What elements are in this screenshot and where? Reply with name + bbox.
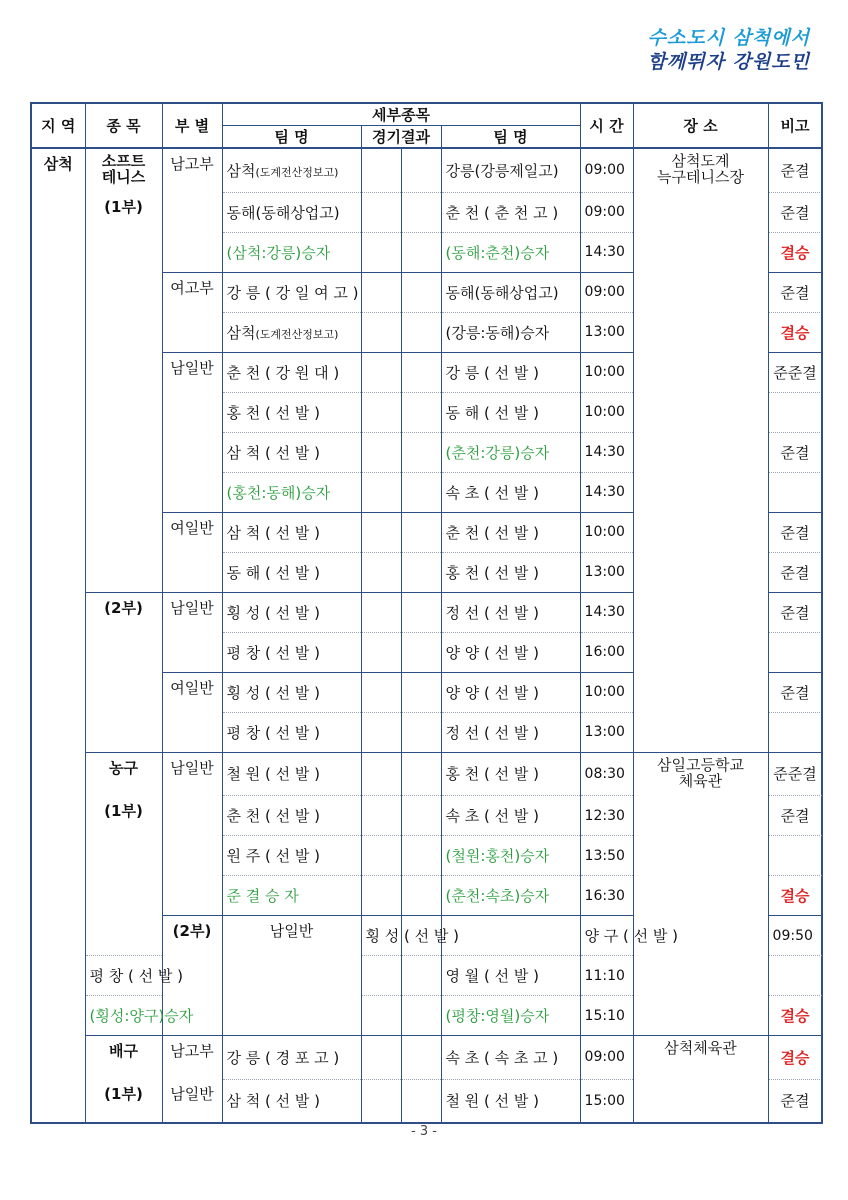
venue-cell xyxy=(633,1036,768,1124)
sport-label: (2부) xyxy=(104,598,143,617)
team-b-cell: 양 구 ( 선 발 ) xyxy=(580,916,633,956)
note-cell: 준결 xyxy=(768,192,822,232)
sport-label: 농구 xyxy=(109,758,138,777)
team-a-name: 평 창 ( 선 발 ) xyxy=(226,643,321,662)
result-cell-1 xyxy=(361,752,401,796)
team-a-school: (도계전산정보고) xyxy=(255,165,339,179)
sport-label: (1부) xyxy=(104,1085,143,1103)
header-region: 지 역 xyxy=(31,103,85,148)
note-cell: 준결 xyxy=(768,432,822,472)
time-cell: 13:00 xyxy=(580,552,633,592)
result-cell-2 xyxy=(441,916,580,956)
sport-cell xyxy=(85,1036,162,1080)
team-b-cell: 춘 천 ( 선 발 ) xyxy=(441,512,580,552)
team-a-cell xyxy=(222,352,361,392)
slogan-line-2: 함께뛰자 강원도민 xyxy=(647,51,810,73)
team-a-cell xyxy=(85,956,184,996)
team-b-cell: (강릉:동해)승자 xyxy=(441,312,580,352)
team-a-name: (횡성:양구)승자 xyxy=(89,1007,194,1025)
header-venue: 장 소 xyxy=(633,103,768,148)
header-team-b: 팀 명 xyxy=(441,126,580,149)
team-b-cell: 홍 천 ( 선 발 ) xyxy=(441,752,580,796)
team-a-cell xyxy=(222,432,361,472)
note-cell: 준결 xyxy=(768,148,822,192)
note-cell xyxy=(768,392,822,432)
team-a-cell xyxy=(222,312,361,352)
team-b-cell: (평창:영월)승자 xyxy=(441,996,580,1036)
team-a-cell xyxy=(222,272,361,312)
result-cell-1 xyxy=(361,192,401,232)
team-a-cell xyxy=(222,148,361,192)
time-cell: 08:30 xyxy=(580,752,633,796)
result-cell-1 xyxy=(361,1036,401,1080)
venue-cell xyxy=(633,752,768,1036)
result-cell-1 xyxy=(361,996,401,1036)
table-row xyxy=(31,1036,822,1080)
team-a-cell xyxy=(222,1079,361,1123)
team-b-cell: 속 초 ( 속 초 고 ) xyxy=(441,1036,580,1080)
result-cell-1 xyxy=(361,796,401,836)
team-a-name: 강 릉 ( 경 포 고 ) xyxy=(226,1048,340,1067)
sport-cell xyxy=(85,592,162,752)
note-cell: 결승 xyxy=(768,876,822,916)
table-row xyxy=(31,752,822,796)
division-cell: 남일반 xyxy=(162,752,222,916)
sport-label: (1부) xyxy=(104,801,143,820)
result-cell-2 xyxy=(401,352,441,392)
result-cell-2 xyxy=(401,232,441,272)
division-cell: 남일반 xyxy=(222,916,361,1036)
time-cell: 13:50 xyxy=(580,836,633,876)
venue-line: 체육관 xyxy=(678,771,723,790)
result-cell-2 xyxy=(401,836,441,876)
team-a-cell xyxy=(222,876,361,916)
table-row xyxy=(31,148,822,192)
time-cell: 15:00 xyxy=(580,1079,633,1123)
result-cell-2 xyxy=(401,432,441,472)
result-cell-1 xyxy=(361,672,401,712)
team-a-name: 철 원 ( 선 발 ) xyxy=(226,765,321,784)
result-cell-1 xyxy=(361,352,401,392)
time-cell: 11:10 xyxy=(580,956,633,996)
team-a-name: 평 창 ( 선 발 ) xyxy=(226,723,321,742)
team-b-cell: 강 릉 ( 선 발 ) xyxy=(441,352,580,392)
time-cell: 09:00 xyxy=(580,192,633,232)
note-cell xyxy=(768,836,822,876)
region-cell: 삼척 xyxy=(31,148,85,1123)
result-cell-2 xyxy=(401,956,441,996)
time-cell: 13:00 xyxy=(580,312,633,352)
team-a-name: 강 릉 ( 강 일 여 고 ) xyxy=(226,283,359,302)
result-cell-2 xyxy=(401,1079,441,1123)
note-cell: 준결 xyxy=(768,552,822,592)
time-cell: 12:30 xyxy=(580,796,633,836)
team-a-name: 동 해 ( 선 발 ) xyxy=(226,563,321,582)
note-cell: 준결 xyxy=(768,272,822,312)
sport-cell xyxy=(85,148,162,192)
team-b-cell: 춘 천 ( 춘 천 고 ) xyxy=(441,192,580,232)
note-cell: 준결 xyxy=(768,672,822,712)
header-time: 시 간 xyxy=(580,103,633,148)
team-a-name: 삼 척 ( 선 발 ) xyxy=(226,523,321,542)
sport-label: 소프트 테니스 xyxy=(101,152,146,186)
result-cell-1 xyxy=(361,232,401,272)
team-b-cell: 속 초 ( 선 발 ) xyxy=(441,472,580,512)
team-b-cell: 양 양 ( 선 발 ) xyxy=(441,632,580,672)
team-a-cell xyxy=(222,1036,361,1080)
team-b-cell: 양 양 ( 선 발 ) xyxy=(441,672,580,712)
team-a-cell xyxy=(222,552,361,592)
result-cell-1 xyxy=(361,836,401,876)
team-a-cell xyxy=(222,752,361,796)
team-a-cell xyxy=(222,836,361,876)
time-cell: 10:00 xyxy=(580,512,633,552)
note-cell: 준결 xyxy=(768,592,822,632)
note-cell xyxy=(768,472,822,512)
team-a-cell xyxy=(222,192,361,232)
result-cell-2 xyxy=(401,592,441,632)
note-cell xyxy=(768,632,822,672)
result-cell-1 xyxy=(361,392,401,432)
note-cell: 준결 xyxy=(768,512,822,552)
sport-cell xyxy=(85,192,162,592)
team-a-name: 준 결 승 자 xyxy=(226,887,299,905)
team-b-cell: 철 원 ( 선 발 ) xyxy=(441,1079,580,1123)
team-a-name: (삼척:강릉)승자 xyxy=(226,243,331,262)
division-cell: 여일반 xyxy=(162,672,222,752)
division-cell: 남고부 xyxy=(162,148,222,272)
result-cell-1 xyxy=(361,712,401,752)
header-division: 부 별 xyxy=(162,103,222,148)
result-cell-1 xyxy=(361,876,401,916)
result-cell-2 xyxy=(401,472,441,512)
result-cell-1 xyxy=(361,272,401,312)
time-cell: 13:00 xyxy=(580,712,633,752)
note-cell: 결승 xyxy=(768,312,822,352)
result-cell-2 xyxy=(401,312,441,352)
result-cell-1 xyxy=(361,512,401,552)
header-sport: 종 목 xyxy=(85,103,162,148)
time-cell: 10:00 xyxy=(580,392,633,432)
note-cell: 결승 xyxy=(768,1036,822,1080)
division-cell: 여고부 xyxy=(162,272,222,352)
result-cell-2 xyxy=(401,512,441,552)
sport-cell xyxy=(85,752,162,796)
result-cell-2 xyxy=(401,876,441,916)
division-cell: 남일반 xyxy=(162,1079,222,1123)
note-cell: 준결 xyxy=(768,1079,822,1123)
team-a-cell xyxy=(222,232,361,272)
team-a-cell xyxy=(361,916,460,956)
team-a-cell xyxy=(222,712,361,752)
time-cell: 09:00 xyxy=(580,148,633,192)
team-a-name: 횡 성 ( 선 발 ) xyxy=(226,683,321,702)
team-b-cell: 동 해 ( 선 발 ) xyxy=(441,392,580,432)
team-a-name: 횡 성 ( 선 발 ) xyxy=(365,927,460,945)
page-number: - 3 - xyxy=(411,1124,437,1139)
team-a-name: 삼 척 ( 선 발 ) xyxy=(226,1092,321,1111)
header-team-a: 팀 명 xyxy=(222,126,361,149)
sport-cell xyxy=(85,1079,162,1123)
time-cell: 09:00 xyxy=(580,1036,633,1080)
division-cell: 남고부 xyxy=(162,1036,222,1080)
schedule-table xyxy=(30,102,823,1124)
team-b-cell: (춘천:속초)승자 xyxy=(441,876,580,916)
schedule-body xyxy=(31,148,822,1123)
result-cell-1 xyxy=(361,1079,401,1123)
team-a-cell xyxy=(222,592,361,632)
team-b-cell: (춘천:강릉)승자 xyxy=(441,432,580,472)
team-b-cell: 정 선 ( 선 발 ) xyxy=(441,712,580,752)
result-cell-2 xyxy=(401,272,441,312)
result-cell-2 xyxy=(401,192,441,232)
result-cell-1 xyxy=(361,592,401,632)
venue-line: 늑구테니스장 xyxy=(657,168,744,186)
result-cell-2 xyxy=(401,672,441,712)
team-a-school: (도계전산정보고) xyxy=(255,327,339,341)
time-cell: 10:00 xyxy=(580,672,633,712)
result-cell-2 xyxy=(401,392,441,432)
team-a-name: 원 주 ( 선 발 ) xyxy=(226,847,321,865)
result-cell-1 xyxy=(361,432,401,472)
result-cell-2 xyxy=(401,632,441,672)
team-a-name: 춘 천 ( 강 원 대 ) xyxy=(226,363,340,382)
header-result: 경기결과 xyxy=(361,126,441,149)
team-a-name: 홍 천 ( 선 발 ) xyxy=(226,403,321,422)
team-a-name: 춘 천 ( 선 발 ) xyxy=(226,807,321,825)
result-cell-2 xyxy=(401,996,441,1036)
team-a-name: 횡 성 ( 선 발 ) xyxy=(226,603,321,622)
header-note: 비고 xyxy=(768,103,822,148)
sport-cell xyxy=(85,796,162,956)
team-a-name: (홍천:동해)승자 xyxy=(226,483,331,502)
team-b-cell: 홍 천 ( 선 발 ) xyxy=(441,552,580,592)
time-cell: 16:00 xyxy=(580,632,633,672)
result-cell-2 xyxy=(401,148,441,192)
team-a-cell xyxy=(222,472,361,512)
team-a-name: 동해(동해상업고) xyxy=(226,203,340,222)
team-a-cell xyxy=(222,672,361,712)
slogan-line-1: 수소도시 삼척에서 xyxy=(647,27,810,49)
result-cell-2 xyxy=(401,796,441,836)
time-cell: 14:30 xyxy=(580,432,633,472)
team-b-cell: 강릉(강릉제일고) xyxy=(441,148,580,192)
time-cell: 09:50 xyxy=(768,916,822,956)
venue-line: 삼척도계 xyxy=(671,152,730,170)
team-a-cell xyxy=(222,512,361,552)
team-a-name: 삼척 xyxy=(226,161,256,180)
result-cell-1 xyxy=(361,472,401,512)
team-a-cell xyxy=(222,796,361,836)
team-b-cell: 동해(동해상업고) xyxy=(441,272,580,312)
division-cell: 남일반 xyxy=(162,592,222,672)
time-cell: 16:30 xyxy=(580,876,633,916)
team-b-cell: (동해:춘천)승자 xyxy=(441,232,580,272)
team-b-cell: 정 선 ( 선 발 ) xyxy=(441,592,580,632)
note-cell: 결승 xyxy=(768,996,822,1036)
result-cell-2 xyxy=(401,552,441,592)
team-b-cell: 속 초 ( 선 발 ) xyxy=(441,796,580,836)
team-a-cell xyxy=(222,632,361,672)
team-a-name: 삼척 xyxy=(226,323,256,342)
team-b-cell: (철원:홍천)승자 xyxy=(441,836,580,876)
sport-label: 배구 xyxy=(109,1042,138,1060)
time-cell: 15:10 xyxy=(580,996,633,1036)
result-cell-1 xyxy=(361,312,401,352)
result-cell-1 xyxy=(361,632,401,672)
note-cell xyxy=(768,712,822,752)
note-cell: 결승 xyxy=(768,232,822,272)
time-cell: 14:30 xyxy=(580,592,633,632)
team-b-cell: 영 월 ( 선 발 ) xyxy=(441,956,580,996)
result-cell-1 xyxy=(361,148,401,192)
note-cell: 준결 xyxy=(768,796,822,836)
result-cell-2 xyxy=(401,752,441,796)
sport-label: (2부) xyxy=(172,922,212,940)
note-cell xyxy=(768,956,822,996)
time-cell: 14:30 xyxy=(580,232,633,272)
result-cell-2 xyxy=(401,1036,441,1080)
venue-line: 삼일고등학교 xyxy=(657,755,744,774)
header-detail: 세부종목 xyxy=(222,103,580,126)
time-cell: 10:00 xyxy=(580,352,633,392)
note-cell: 준준결 xyxy=(768,752,822,796)
note-cell: 준준결 xyxy=(768,352,822,392)
sport-label: (1부) xyxy=(104,198,143,216)
slogan-logo xyxy=(648,26,810,74)
result-cell-1 xyxy=(361,552,401,592)
division-cell: 남일반 xyxy=(162,352,222,512)
venue-cell xyxy=(633,148,768,752)
team-a-name: 삼 척 ( 선 발 ) xyxy=(226,443,321,462)
division-cell: 여일반 xyxy=(162,512,222,592)
team-a-cell xyxy=(222,392,361,432)
result-cell-1 xyxy=(361,956,401,996)
team-a-cell xyxy=(85,996,194,1036)
result-cell-2 xyxy=(401,712,441,752)
time-cell: 14:30 xyxy=(580,472,633,512)
venue-line: 삼척체육관 xyxy=(664,1039,737,1057)
team-a-name: 평 창 ( 선 발 ) xyxy=(89,967,184,985)
time-cell: 09:00 xyxy=(580,272,633,312)
